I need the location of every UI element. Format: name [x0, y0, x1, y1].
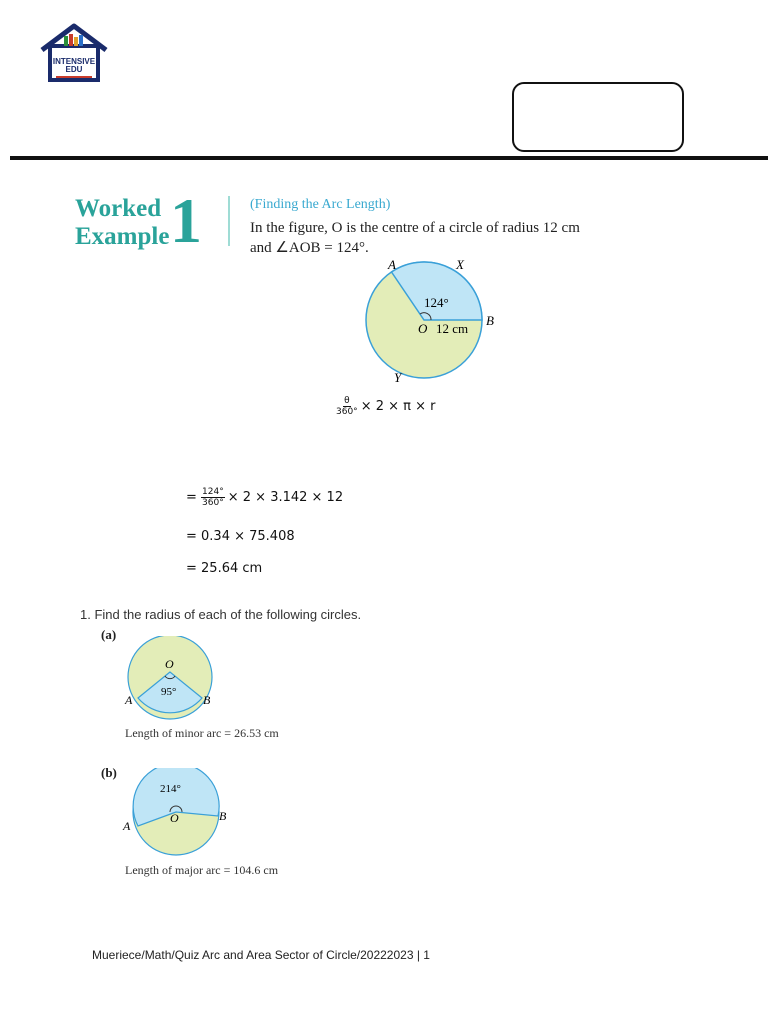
title-line-2: Example [75, 223, 170, 250]
label-A: A [123, 819, 131, 833]
circle-figure-main [360, 255, 510, 385]
circle-figure-b [120, 768, 232, 856]
house-logo-icon [38, 22, 110, 84]
label-O: O [165, 657, 174, 671]
angle-label: 95° [161, 686, 177, 698]
worked-example-text [250, 218, 650, 258]
formula-step-2: = 0.34 × 75.408 [186, 529, 295, 544]
label-B: B [486, 313, 494, 328]
fraction-denominator: 360° [336, 407, 358, 417]
label-A: A [125, 693, 133, 707]
circle-figure-a [118, 636, 220, 720]
intensive-edu-logo [38, 22, 110, 84]
logo-text-intensive: INTENSIVE [52, 57, 96, 66]
label-X: X [456, 257, 464, 272]
header-rule [10, 156, 768, 160]
label-B: B [219, 809, 227, 823]
question-text: Find the radius of each of the following circles. [94, 607, 362, 622]
divider-bar [228, 196, 230, 246]
question-number: 1. [80, 607, 91, 622]
label-A: A [388, 257, 396, 272]
fraction-numerator: 124° [202, 487, 224, 497]
radius-label: 12 cm [436, 321, 469, 336]
label-O: O [418, 321, 428, 336]
worked-example-subtitle: (Finding the Arc Length) [250, 197, 391, 212]
caption-b: Length of major arc = 104.6 cm [125, 863, 279, 877]
formula-step-1 [186, 487, 343, 508]
fraction [336, 396, 358, 417]
fraction-numerator: θ [344, 396, 350, 406]
formula-step-3: = 25.64 cm [186, 561, 263, 576]
name-box[interactable] [512, 82, 684, 152]
angle-label: 124° [424, 295, 449, 310]
title-line-1: Worked [75, 195, 162, 222]
formula-rest: × 2 × 3.142 × 12 [227, 490, 344, 505]
label-O: O [170, 811, 179, 825]
formula-rest: × 2 × π × r [360, 399, 436, 414]
question-1 [80, 607, 361, 622]
angle-label: 214° [160, 783, 181, 795]
fraction [201, 487, 225, 508]
caption-a: Length of minor arc = 26.53 cm [125, 726, 279, 740]
text-line-1: In the figure, O is the centre of a circle of radius 12 cm [250, 220, 580, 236]
logo-text-edu: EDU [65, 65, 83, 74]
label-B: B [203, 693, 211, 707]
fraction-denominator: 360° [202, 498, 224, 508]
part-a-label: (a) [101, 627, 117, 642]
formula-general [336, 396, 435, 417]
text-line-2: and ∠AOB = 124°. [250, 240, 369, 256]
equals-sign: = [186, 490, 197, 505]
worked-example-number: 1 [170, 185, 202, 256]
page-footer: Mueriece/Math/Quiz Arc and Area Sector of Circle/20222023 | 1 [92, 948, 430, 962]
part-b-label: (b) [101, 765, 117, 780]
worked-example-title [75, 195, 169, 251]
label-Y: Y [394, 370, 402, 385]
